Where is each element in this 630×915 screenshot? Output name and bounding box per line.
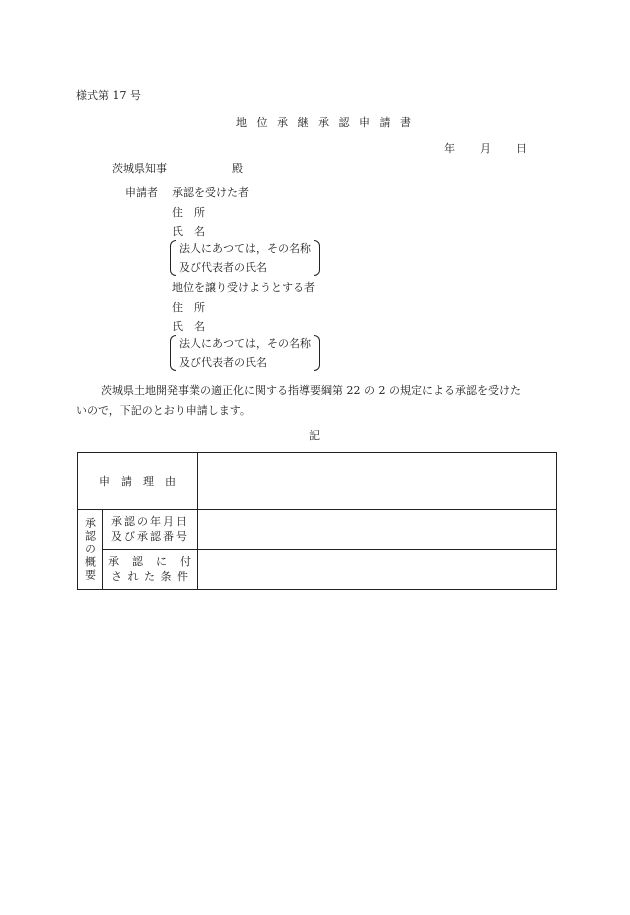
ki-heading: 記 [309,429,320,442]
successor-corp-note [170,240,320,276]
conditions-label [103,550,198,590]
approval-date-label [103,510,198,550]
conditions-line2: さ れ た 条 件 [111,569,189,583]
transferee-name-label: 氏 名 [172,320,205,333]
transferee-address-label: 住 所 [172,301,205,314]
bracket-left [170,240,176,276]
successor-name-label: 氏 名 [172,225,205,238]
successor-address-label: 住 所 [172,206,205,219]
bracket-right [314,240,320,276]
bracket-left [170,335,176,371]
approval-date-field[interactable] [198,510,557,550]
successor-label: 承認を受けた者 [172,186,249,199]
body-line-1: 茨城県土地開発事業の適正化に関する指導要綱第 22 の 2 の規定による承認を受けた [101,384,521,397]
reason-row [78,453,557,510]
form-number: 様式第 17 号 [76,89,141,102]
reason-label: 申 請 理 由 [78,453,198,510]
transferee-label: 地位を譲り受けようとする者 [172,281,315,294]
corp-note-line1: 法人にあつては，その名称 [179,337,311,350]
approval-date-row [78,510,557,550]
applicant-label: 申請者 [125,186,158,199]
addressee-name: 茨城県知事 [112,162,167,175]
date-day: 日 [516,142,527,155]
body-line-2: いので，下記のとおり申請します。 [76,404,251,417]
approval-date-line2: 及び承認番号 [111,529,189,543]
corp-note-line2: 及び代表者の氏名 [179,261,267,274]
application-table [77,452,557,590]
date-year: 年 [444,142,455,155]
approval-summary-label [78,510,103,590]
conditions-line1: 承 認 に 付 [108,554,192,568]
document-title: 地 位 承 継 承 認 申 請 書 [236,116,414,129]
corp-note-line1: 法人にあつては，その名称 [179,242,311,255]
addressee-honorific: 殿 [232,162,243,175]
bracket-right [314,335,320,371]
date-month: 月 [480,142,491,155]
approval-date-line1: 承認の年月日 [111,514,189,528]
conditions-field[interactable] [198,550,557,590]
transferee-corp-note [170,335,320,371]
corp-note-line2: 及び代表者の氏名 [179,356,267,369]
approval-summary-text: 承認の概要 [83,517,97,582]
conditions-row [78,550,557,590]
reason-field[interactable] [198,453,557,510]
